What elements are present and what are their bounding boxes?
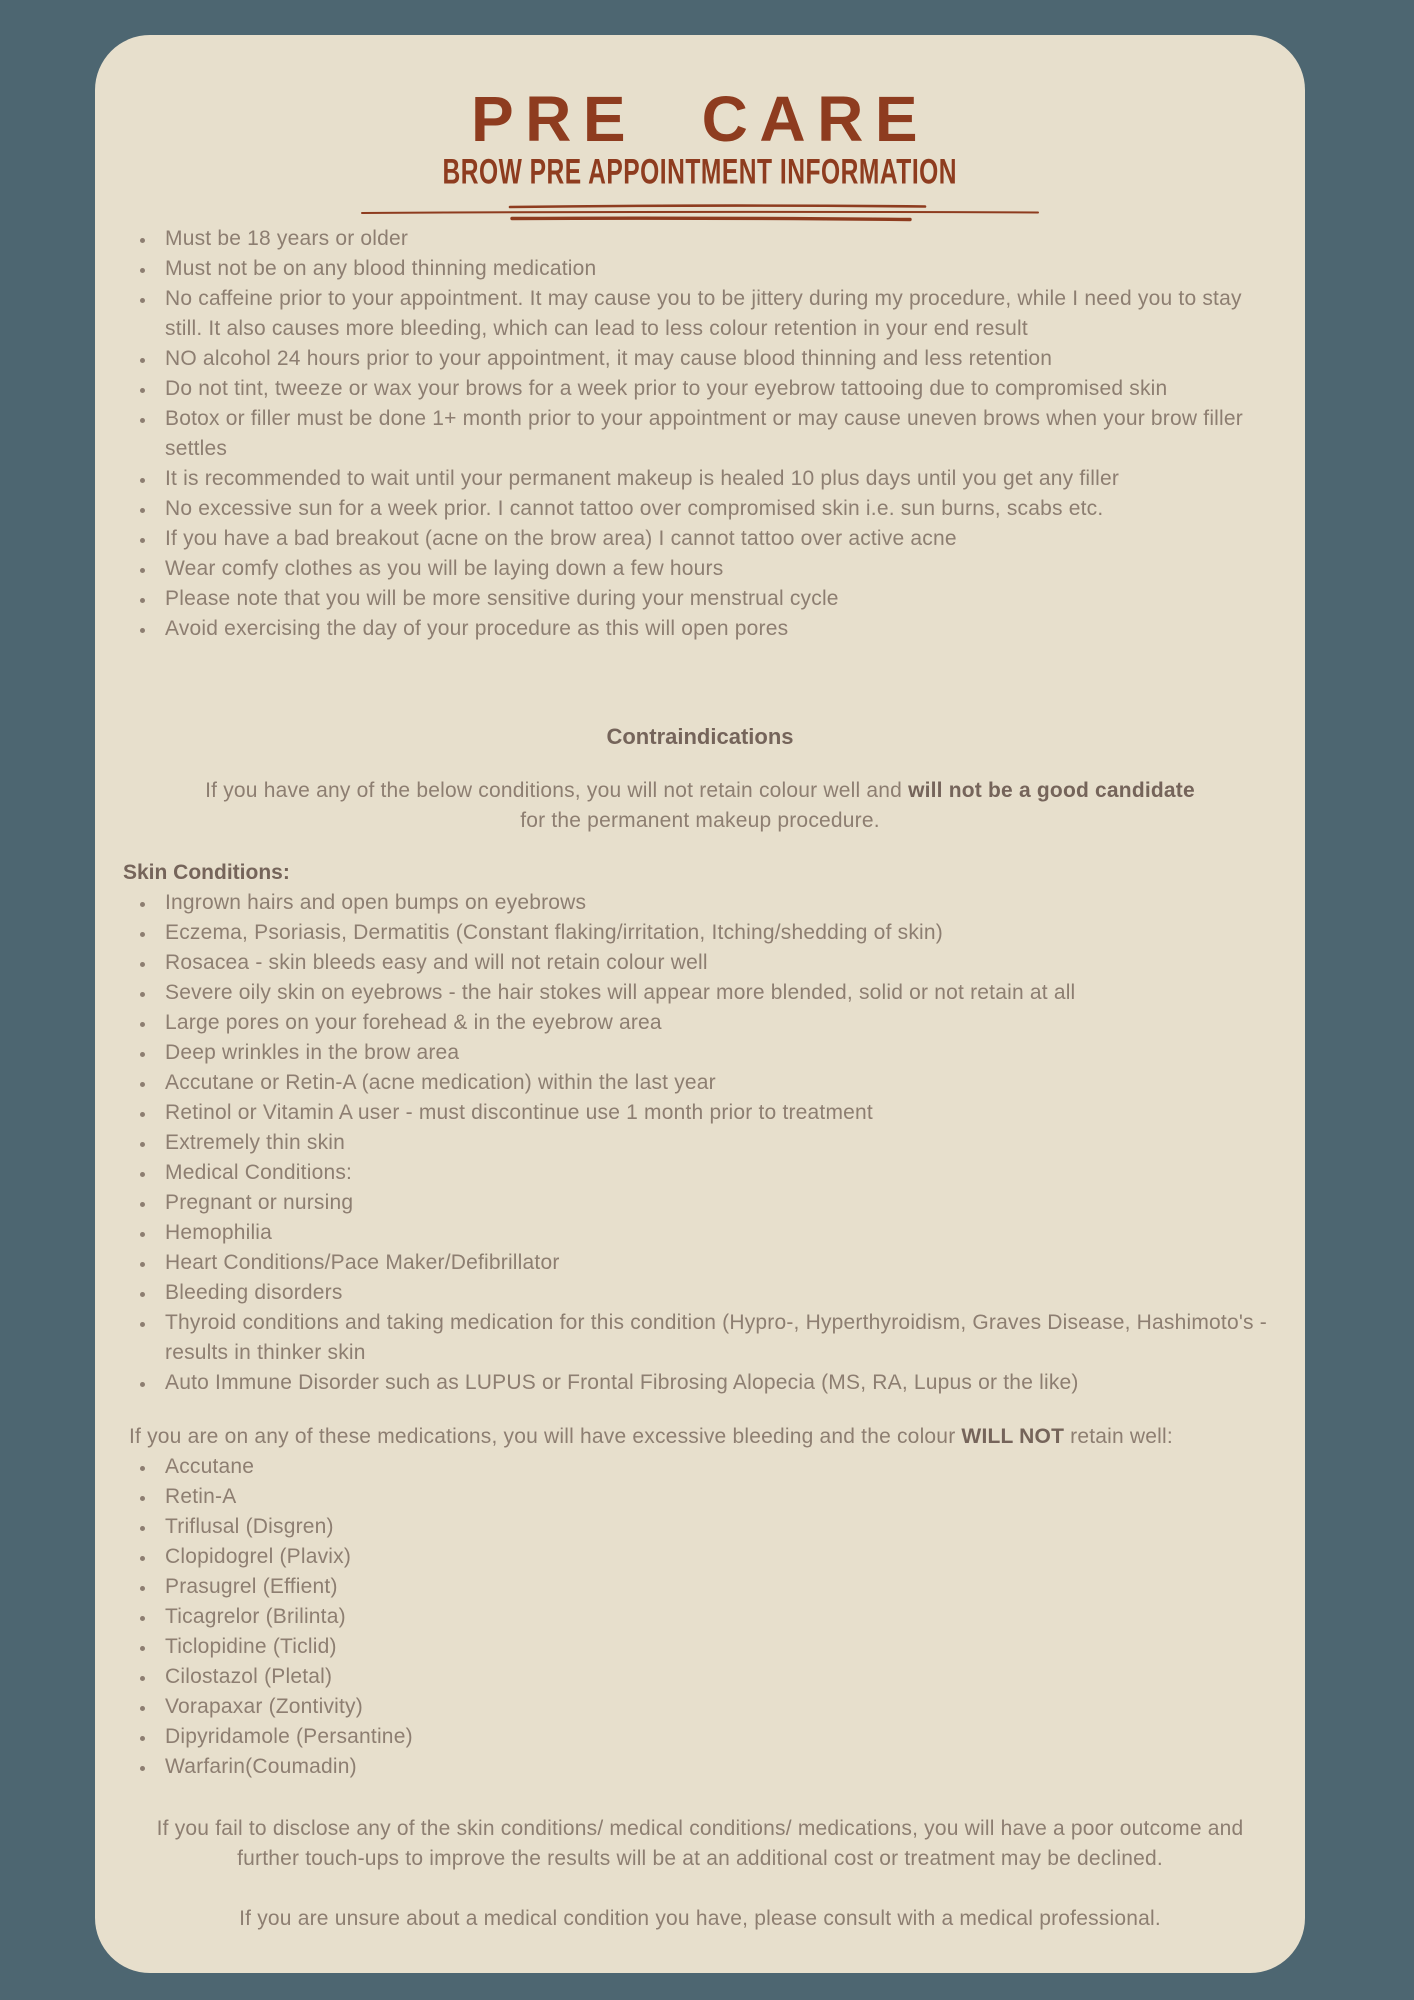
contraindications-heading: Contraindications xyxy=(606,724,794,749)
list-item: • No excessive sun for a week prior. I cannot tattoo over compromised skin i.e. sun burns, scabs etc. xyxy=(157,494,1285,524)
precare-card xyxy=(95,35,1305,1973)
list-item: • Large pores on your forehead & in the eyebrow area xyxy=(157,1008,1285,1038)
list-item: • Eczema, Psoriasis, Dermatitis (Constant flaking/irritation, Itching/shedding of skin) xyxy=(157,918,1285,948)
list-item: • It is recommended to wait until your permanent makeup is healed 10 plus days until you get any filler xyxy=(157,464,1285,494)
list-item: • NO alcohol 24 hours prior to your appointment, it may cause blood thinning and less retention xyxy=(157,344,1285,374)
list-item: • Retin-A xyxy=(157,1482,1285,1512)
contraindications-intro-pre: If you have any of the below conditions, you will not retain colour well and xyxy=(205,779,909,802)
list-item: • Warfarin(Coumadin) xyxy=(157,1752,1285,1782)
list-item: • Do not tint, tweeze or wax your brows for a week prior to your eyebrow tattooing due to compromised skin xyxy=(157,374,1285,404)
list-item: • Must not be on any blood thinning medication xyxy=(157,254,1285,284)
consult-note: If you are unsure about a medical condition you have, please consult with a medical professional. xyxy=(239,1907,1161,1930)
pre-care-instructions-list xyxy=(95,224,1305,644)
list-item: • Thyroid conditions and taking medication for this condition (Hypro-, Hyperthyroidism, Graves Disease, Hashimoto's - results in thinker skin xyxy=(157,1308,1285,1368)
list-item: • Rosacea - skin bleeds easy and will not retain colour well xyxy=(157,948,1285,978)
list-item: • Medical Conditions: xyxy=(157,1158,1285,1188)
list-item: • Accutane xyxy=(157,1452,1285,1482)
contraindications-intro xyxy=(95,776,1305,836)
list-item: • If you have a bad breakout (acne on the brow area) I cannot tattoo over active acne xyxy=(157,524,1285,554)
medications-intro-post: retain well: xyxy=(1064,1425,1173,1448)
list-item: • Cilostazol (Pletal) xyxy=(157,1662,1285,1692)
medications-intro xyxy=(95,1422,1305,1452)
contraindications-intro-bold: will not be a good candidate xyxy=(908,779,1195,802)
contraindications-intro-post: for the permanent makeup procedure. xyxy=(520,809,880,832)
medications-intro-bold: WILL NOT xyxy=(961,1425,1065,1448)
list-item: • Pregnant or nursing xyxy=(157,1188,1285,1218)
header xyxy=(95,35,1305,224)
page-title: PRE CARE xyxy=(470,83,930,155)
disclosure-note: If you fail to disclose any of the skin conditions/ medical conditions/ medications, you will have a poor outcome and further touch-ups to improve the results will be at an additional cost or treatment may be declined. xyxy=(156,1817,1244,1870)
decorative-divider xyxy=(350,202,1050,224)
list-item: • Heart Conditions/Pace Maker/Defibrillator xyxy=(157,1248,1285,1278)
page-subtitle-wrap xyxy=(95,152,1305,196)
page-subtitle: BROW PRE APPOINTMENT INFORMATION xyxy=(442,152,958,192)
list-item: • Must be 18 years or older xyxy=(157,224,1285,254)
list-item: • Ticagrelor (Brilinta) xyxy=(157,1602,1285,1632)
list-item: • Deep wrinkles in the brow area xyxy=(157,1038,1285,1068)
list-item: • Please note that you will be more sensitive during your menstrual cycle xyxy=(157,584,1285,614)
list-item: • Avoid exercising the day of your procedure as this will open pores xyxy=(157,614,1285,644)
list-item: • Bleeding disorders xyxy=(157,1278,1285,1308)
list-item: • Extremely thin skin xyxy=(157,1128,1285,1158)
medications-list xyxy=(95,1452,1305,1782)
list-item: • Vorapaxar (Zontivity) xyxy=(157,1692,1285,1722)
list-item: • Botox or filler must be done 1+ month prior to your appointment or may cause uneven brows when your brow filler settles xyxy=(157,404,1285,464)
list-item: • Clopidogrel (Plavix) xyxy=(157,1542,1285,1572)
list-item: • Severe oily skin on eyebrows - the hair stokes will appear more blended, solid or not retain at all xyxy=(157,978,1285,1008)
list-item: • Dipyridamole (Persantine) xyxy=(157,1722,1285,1752)
list-item: • Hemophilia xyxy=(157,1218,1285,1248)
list-item: • Retinol or Vitamin A user - must discontinue use 1 month prior to treatment xyxy=(157,1098,1285,1128)
list-item: • Ingrown hairs and open bumps on eyebrows xyxy=(157,888,1285,918)
list-item: • Prasugrel (Effient) xyxy=(157,1572,1285,1602)
list-item: • Accutane or Retin-A (acne medication) within the last year xyxy=(157,1068,1285,1098)
list-item: • No caffeine prior to your appointment. It may cause you to be jittery during my procedure, while I need you to stay still. It also causes more bleeding, which can lead to less colour retention in your end result xyxy=(157,284,1285,344)
list-item: • Triflusal (Disgren) xyxy=(157,1512,1285,1542)
list-item: • Ticlopidine (Ticlid) xyxy=(157,1632,1285,1662)
skin-conditions-heading: Skin Conditions: xyxy=(123,861,290,884)
list-item: • Auto Immune Disorder such as LUPUS or Frontal Fibrosing Alopecia (MS, RA, Lupus or the like) xyxy=(157,1368,1285,1398)
medications-intro-pre: If you are on any of these medications, you will have excessive bleeding and the colour xyxy=(129,1425,962,1448)
skin-conditions-list xyxy=(95,888,1305,1398)
list-item: • Wear comfy clothes as you will be laying down a few hours xyxy=(157,554,1285,584)
